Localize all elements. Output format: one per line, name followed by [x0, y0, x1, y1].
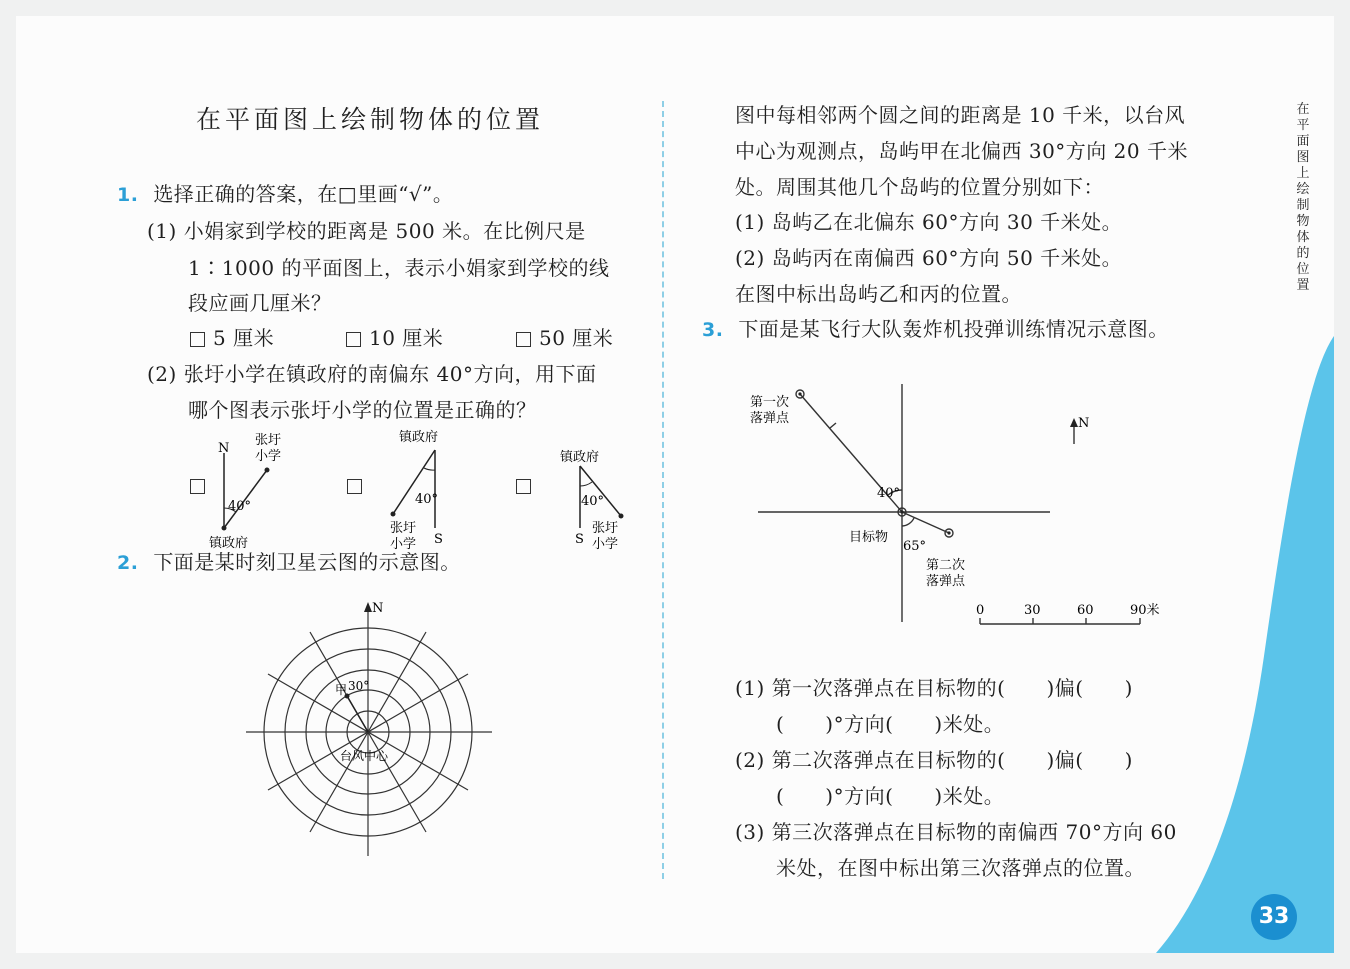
scale-0: 0 — [976, 603, 985, 618]
q1-sub1-line: 段应画几厘米？ — [188, 291, 332, 315]
diagram-a-angle: 40° — [228, 499, 252, 514]
intro-line: 在图中标出岛屿乙和丙的位置。 — [735, 282, 1022, 306]
direction-diagrams — [206, 428, 646, 552]
scale-60: 60 — [1077, 603, 1094, 618]
typhoon-center-label: 台风中心 — [340, 749, 389, 763]
q1-sub2-line: 哪个图表示张圩小学的位置是正确的？ — [188, 398, 537, 422]
question-prompt: 选择正确的答案，在□里画“√”。 — [153, 182, 454, 206]
q3-line: 米处，在图中标出第三次落弹点的位置。 — [776, 856, 1145, 880]
option-10cm[interactable]: 10 厘米 — [346, 326, 443, 350]
q3-line: (3) 第三次落弹点在目标物的南偏西 70°方向 60 — [735, 820, 1177, 844]
second-drop-label-2: 落弹点 — [926, 574, 966, 589]
diagram-a — [222, 453, 270, 531]
checkbox[interactable] — [346, 332, 361, 347]
second-drop-label-1: 第二次 — [926, 558, 966, 573]
question-number: 1. — [117, 184, 139, 206]
question-prompt: 下面是某时刻卫星云图的示意图。 — [153, 550, 461, 574]
q1-sub1-line: (1) 小娟家到学校的距离是 500 米。在比例尺是 — [147, 219, 586, 243]
diagram-b-school1: 张圩 — [390, 521, 417, 536]
first-drop-label-2: 落弹点 — [750, 411, 790, 426]
q1-sub2-line: (2) 张圩小学在镇政府的南偏东 40°方向，用下面 — [147, 362, 597, 386]
angle-40-label: 40° — [877, 486, 901, 501]
diagram-c-s: S — [575, 532, 584, 547]
question-number: 2. — [117, 552, 139, 574]
center-divider — [662, 101, 664, 879]
bombing-diagram — [738, 376, 1198, 646]
question-number: 3. — [702, 319, 724, 341]
q3-line: ( )°方向( )米处。 — [776, 712, 1005, 736]
intro-line: 处。周围其他几个岛屿的位置分别如下： — [735, 175, 1104, 199]
q1-sub1-line: 1∶1000 的平面图上，表示小娟家到学校的线 — [188, 256, 610, 280]
question-3 — [702, 317, 1169, 342]
typhoon-diagram — [244, 598, 496, 858]
island-jia-label: 甲 — [335, 683, 348, 697]
scale-30: 30 — [1024, 603, 1041, 618]
q3-line: (2) 第二次落弹点在目标物的( )偏( ) — [735, 748, 1133, 772]
north-label: N — [1078, 416, 1090, 431]
diagram-c-school1: 张圩 — [592, 521, 619, 536]
diagram-b-s: S — [434, 532, 443, 547]
workbook-page — [16, 16, 1334, 953]
scale-90: 90米 — [1130, 603, 1160, 618]
first-drop-label-1: 第一次 — [750, 395, 790, 410]
diagram-b — [391, 450, 439, 528]
diagram-b-gov: 镇政府 — [399, 430, 439, 445]
page-title: 在平面图上绘制物体的位置 — [196, 105, 545, 134]
diagram-b-angle: 40° — [415, 492, 439, 507]
diagram-b-school2: 小学 — [390, 537, 417, 552]
side-title: 在平面图上绘制物体的位置 — [1296, 102, 1310, 293]
q3-line: (1) 第一次落弹点在目标物的( )偏( ) — [735, 676, 1133, 700]
checkbox[interactable] — [190, 332, 205, 347]
intro-line: 图中每相邻两个圆之间的距离是 10 千米，以台风 — [735, 103, 1186, 127]
diagram-c-gov: 镇政府 — [560, 450, 600, 465]
diagram-a-n: N — [218, 441, 230, 456]
checkbox[interactable] — [516, 332, 531, 347]
angle-65-label: 65° — [903, 539, 927, 554]
option-50cm[interactable]: 50 厘米 — [516, 326, 613, 350]
diagram-a-gov: 镇政府 — [209, 536, 249, 551]
intro-line: (2) 岛屿丙在南偏西 60°方向 50 千米处。 — [735, 246, 1123, 270]
q3-line: ( )°方向( )米处。 — [776, 784, 1005, 808]
intro-line: (1) 岛屿乙在北偏东 60°方向 30 千米处。 — [735, 210, 1123, 234]
option-5cm[interactable]: 5 厘米 — [190, 326, 274, 350]
question-2 — [117, 550, 461, 575]
intro-line: 中心为观测点，岛屿甲在北偏西 30°方向 20 千米 — [735, 139, 1188, 163]
page-number: 33 — [1251, 894, 1297, 940]
question-1 — [117, 182, 453, 207]
diagram-a-school1: 张圩 — [255, 433, 282, 448]
question-prompt: 下面是某飞行大队轰炸机投弹训练情况示意图。 — [738, 317, 1169, 341]
north-label: N — [372, 601, 384, 616]
diagram-c-angle: 40° — [581, 494, 605, 509]
target-label: 目标物 — [849, 530, 889, 545]
diagram-a-school2: 小学 — [255, 449, 282, 464]
angle-label: 30° — [348, 679, 370, 693]
diagram-c-school2: 小学 — [592, 537, 619, 552]
